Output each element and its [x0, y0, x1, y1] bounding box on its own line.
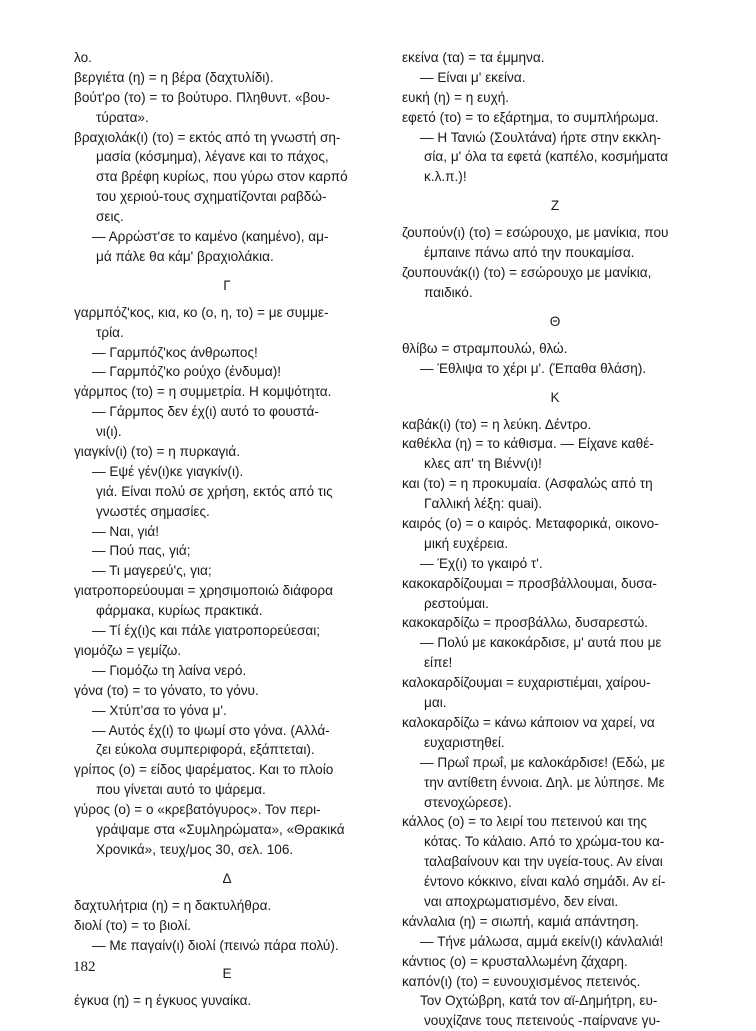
entry-headword-line: καιρός (ο) = ο καιρός. Μεταφορικά, οικονο- [402, 516, 659, 532]
page-number: 182 [73, 959, 96, 975]
section-letter: Ε [222, 966, 232, 982]
entry-text-line: κότας. Το κάλαιο. Από το χρώμα-του κα- [424, 834, 665, 850]
entry-text-line: — Γαρμπόζ'κο ρούχο (ένδυμα)! [92, 364, 281, 380]
entry-headword-line: καθέκλα (η) = το κάθισμα. — Είχανε καθέ- [402, 436, 654, 452]
entry-text-line: την αντίθετη έννοια. Δηλ. με λύπησε. Με [424, 774, 665, 790]
entry-text-line: μά πάλε θα κάμ' βραχιολάκια. [96, 248, 274, 264]
entry-headword-line: διολί (το) = το βιολί. [74, 917, 192, 933]
entry-text-line: φάρμακα, κυρίως πρακτικά. [96, 603, 263, 619]
left-column [74, 48, 380, 1011]
entry-headword-line: ευκή (η) = η ευχή. [402, 89, 510, 105]
entry-headword-line: γιαγκίν(ι) (το) = η πυρκαγιά. [74, 444, 241, 460]
entry-headword-line: και (το) = η προκυμαία. (Ασφαλώς από τη [402, 476, 653, 492]
entry-text-line: μασία (κόσμημα), λέγανε και το πάχος, [96, 149, 329, 165]
entry-text-line: παιδικό. [424, 284, 473, 300]
entry-headword-line: έγκυα (η) = η έγκυος γυναίκα. [74, 993, 252, 1009]
entry-text-line: ταλαβαίνουν και την υγεία-τους. Αν είναι [424, 854, 663, 870]
entry-text-line: — Είναι μ' εκείνα. [420, 69, 526, 85]
entry-headword-line: δαχτυλήτρια (η) = η δακτυλήθρα. [74, 897, 272, 913]
entry-text-line: που γίνεται αυτό το ψάρεμα. [96, 782, 266, 798]
entry-text-line: — Γιομόζω τη λαίνα νερό. [92, 662, 247, 678]
entry-text-line: Χρονικά», τευχ/μος 30, σελ. 106. [96, 841, 294, 857]
entry-text-line: — Γαρμπόζ'κος άνθρωπος! [92, 344, 258, 360]
entry-headword-line: βραχιολάκ(ι) (το) = εκτός από τη γνωστή ση- [74, 129, 341, 145]
entry-headword-line: γιατροπορεύουμαι = χρησιμοποιώ διάφορα [74, 583, 333, 599]
entry-text-line: — Έθλιψα το χέρι μ'. (Έπαθα θλάση). [420, 360, 647, 376]
entry-text-line: — Πρωΐ πρωΐ, με καλοκάρδισε! (Εδώ, με [420, 754, 665, 770]
entry-text-line: έντονο κόκκινο, είναι καλό σημάδι. Αν εί- [424, 874, 666, 890]
entry-text-line: κλες απ' τη Βιένν(ι)! [424, 456, 542, 472]
entry-text-line: ρεστούμαι. [424, 595, 489, 611]
entry-text-line: Τον Οχτώβρη, κατά τον αϊ-Δημήτρη, ευ- [420, 993, 658, 1009]
entry-text-line: στα βρέφη κυρίως, που γύρω στον καρπό [96, 169, 348, 185]
entry-text-line: — Αυτός έχ(ι) το ψωμί στο γόνα. (Αλλά- [92, 722, 330, 738]
entry-text-line: — Γάρμπος δεν έχ(ι) αυτό το φουστά- [92, 404, 319, 420]
entry-text-line: — Αρρώστ'σε το καμένο (καημένο), αμ- [92, 229, 329, 245]
entry-text-line: — Τήνε μάλωσα, αμμά εκείν(ι) κάνλαλιά! [420, 933, 664, 949]
section-letter: Ζ [550, 198, 560, 214]
entry-headword-line: γιομόζω = γεμίζω. [74, 642, 182, 658]
entry-headword-line: καβάκ(ι) (το) = η λεύκη. Δέντρο. [402, 416, 592, 432]
entry-text-line: γιά. Είναι πολύ σε χρήση, εκτός από τις [96, 483, 333, 499]
entry-text-line: έμπαινε πάνω από την πουκαμίσα. [424, 245, 635, 261]
entry-text-line: μαι. [424, 695, 447, 711]
entry-text-line: ναι αποχρωματισμένο, δεν είναι. [424, 893, 619, 909]
entry-headword-line: καπόν(ι) (το) = ευνουχισμένος πετεινός. [402, 973, 641, 989]
entry-text-line: Γαλλική λέξη: quai). [424, 496, 543, 512]
entry-headword-line: κάντιος (ο) = κρυσταλλωμένη ζάχαρη. [402, 953, 628, 969]
entry-text-line: ζει εύκολα συμπεριφορά, εξάπτεται). [96, 742, 315, 758]
section-letter: Δ [222, 870, 232, 886]
entry-headword-line: καλοκαρδίζω = κάνω κάποιον να χαρεί, να [402, 714, 655, 730]
entry-headword-line: ζουπουνάκ(ι) (το) = εσώρουχο με μανίκια, [402, 265, 652, 281]
entry-text-line: ευχαριστηθεί. [424, 734, 505, 750]
entry-text-line: — Πολύ με κακοκάρδισε, μ' αυτά που με [420, 635, 662, 651]
entry-headword-line: κακοκαρδίζουμαι = προσβάλλουμαι, δυσα- [402, 575, 657, 591]
entry-text-line: — Έχ(ι) το γκαιρό τ'. [420, 555, 543, 571]
entry-text-line: — Η Τανιώ (Σουλτάνα) ήρτε στην εκκλη- [420, 129, 662, 145]
entry-text-line: σία, μ' όλα τα εφετά (καπέλο, κοσμήματα [424, 149, 668, 165]
section-letter: Γ [223, 277, 231, 293]
entry-headword-line: εκείνα (τα) = τα έμμηνα. [402, 50, 545, 65]
entry-text-line: κ.λ.π.)! [424, 169, 467, 185]
entry-headword-line: λο. [74, 50, 92, 65]
entry-text-line: νι(ι). [96, 424, 122, 440]
entry-text-line: — Χτύπ'σα το γόνα μ'. [92, 702, 227, 718]
section-letter: Θ [549, 313, 561, 329]
entry-text-line: είπε! [424, 655, 453, 671]
entry-text-line: γνωστές σημασίες. [96, 503, 210, 519]
entry-headword-line: θλίβω = στραμπουλώ, θλώ. [402, 340, 568, 356]
entry-headword-line: καλοκαρδίζουμαι = ευχαριστιέμαι, χαίρου- [402, 675, 651, 691]
entry-text-line: του χεριού-τους σχηματίζονται ραβδώ- [96, 189, 327, 205]
right-column [402, 48, 708, 1031]
entry-text-line: σεις. [96, 209, 124, 225]
entry-headword-line: βούτ'ρο (το) = το βούτυρο. Πληθυντ. «βου- [74, 89, 330, 105]
entry-text-line: — Τι μαγερεύ'ς, για; [92, 563, 212, 579]
entry-text-line: τρία. [96, 324, 124, 340]
entry-text-line: μική ευχέρεια. [424, 535, 509, 551]
entry-text-line: στενοχώρεσε). [424, 794, 512, 810]
entry-headword-line: γύρος (ο) = ο «κρεβατόγυρος». Τον περι- [74, 802, 321, 818]
entry-text-line: — Εψέ γέν(ι)κε γιαγκίν(ι). [92, 463, 244, 479]
entry-text-line: γράψαμε στα «Συμληρώματα», «Θρακικά [96, 821, 345, 837]
entry-text-line: — Τί έχ(ι)ς και πάλε γιατροπορεύεσαι; [92, 623, 321, 639]
entry-headword-line: γόνα (το) = το γόνατο, το γόνυ. [74, 682, 259, 698]
entry-headword-line: κάλλος (ο) = το λειρί του πετεινού και της [402, 814, 647, 830]
entry-text-line: τύρατα». [96, 109, 149, 125]
entry-headword-line: εφετό (το) = το εξάρτημα, το συμπλήρωμα. [402, 109, 659, 125]
entry-headword-line: βεργιέτα (η) = η βέρα (δαχτυλίδι). [74, 69, 274, 85]
section-letter: Κ [550, 389, 560, 405]
entry-headword-line: γάρμπος (το) = η συμμετρία. Η κομψότητα. [74, 384, 332, 400]
entry-text-line: — Με παγαίν(ι) διολί (πεινώ πάρα πολύ). [92, 937, 339, 953]
entry-text-line: νουχίζανε τους πετεινούς -παίρνανε γυ- [424, 1013, 661, 1029]
entry-headword-line: γαρμπόζ'κος, κια, κο (ο, η, το) = με συμμε- [74, 304, 329, 320]
entry-headword-line: κακοκαρδίζω = προσβάλλω, δυσαρεστώ. [402, 615, 648, 631]
entry-text-line: — Πού πας, γιά; [92, 543, 191, 559]
entry-headword-line: κάνλαλια (η) = σιωπή, καμιά απάντηση. [402, 913, 639, 929]
entry-text-line: — Ναι, γιά! [92, 523, 160, 539]
entry-headword-line: γρίπος (ο) = είδος ψαρέματος. Και το πλοίο [74, 762, 334, 778]
entry-headword-line: ζουπούν(ι) (το) = εσώρουχο, με μανίκια, που [402, 225, 669, 241]
